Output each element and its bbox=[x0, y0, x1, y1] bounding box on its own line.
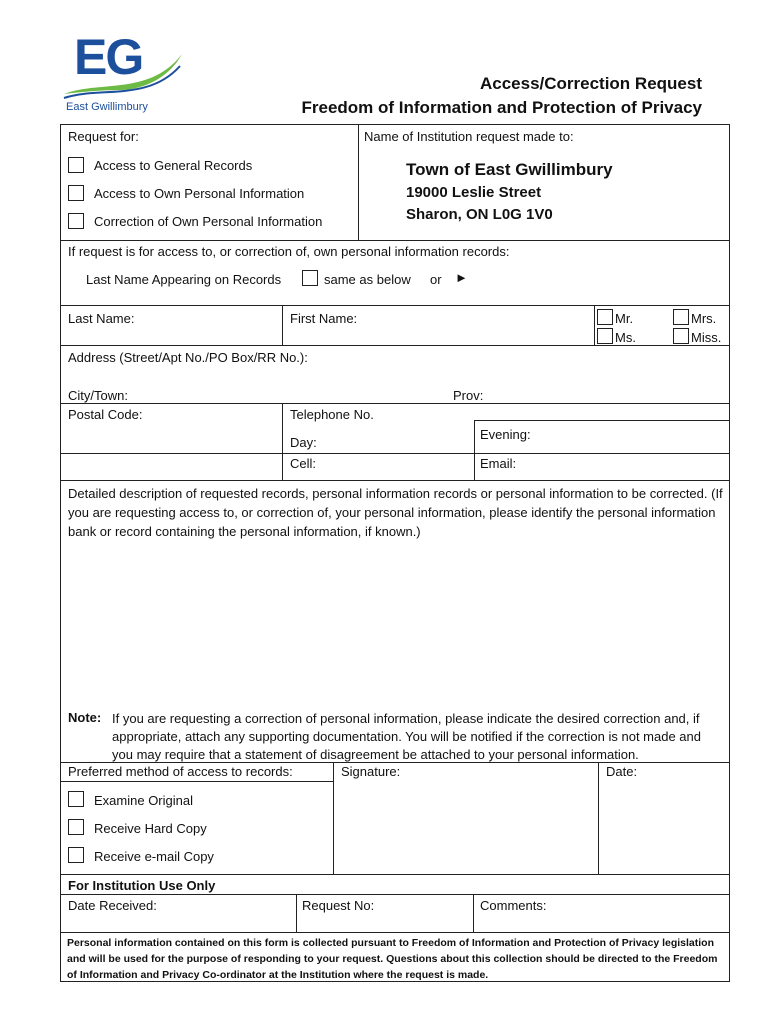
cell-label: Cell: bbox=[290, 456, 317, 471]
title-mr-checkbox[interactable] bbox=[597, 309, 613, 325]
same-as-below-checkbox[interactable] bbox=[302, 270, 318, 286]
examine-original-label: Examine Original bbox=[94, 793, 193, 808]
telephone-label: Telephone No. bbox=[290, 407, 374, 422]
last-name-label: Last Name: bbox=[68, 311, 135, 326]
access-method-label: Preferred method of access to records: bbox=[68, 764, 293, 779]
logo-town-name: East Gwillimbury bbox=[66, 101, 148, 113]
description-text: Detailed description of requested records, personal information records or personal information to be corrected. (If you are requesting access to, or correction of, your personal information, please identify the personal information bank or record containing the personal information, if known.) bbox=[68, 486, 723, 539]
first-name-label: First Name: bbox=[290, 311, 358, 326]
request-for-label: Request for: bbox=[68, 129, 139, 144]
title-mrs-label: Mrs. bbox=[691, 311, 717, 326]
note-text: If you are requesting a correction of personal information, please indicate the desired correction and, if appropriate, attach any supporting documentation. You will be notified if the correction is not made and you may require that a statement of disagreement be attached to your personal information. bbox=[112, 711, 701, 762]
email-label: Email: bbox=[480, 456, 517, 471]
or-label: or bbox=[430, 272, 442, 287]
institution-street: 19000 Leslie Street bbox=[406, 184, 542, 201]
access-own-label: Access to Own Personal Information bbox=[94, 186, 305, 201]
records-intro: If request is for access to, or correction of, own personal information records: bbox=[68, 244, 510, 259]
date-received-label: Date Received: bbox=[68, 898, 157, 913]
title-miss-label: Miss. bbox=[691, 330, 722, 345]
institution-city: Sharon, ON L0G 1V0 bbox=[406, 206, 553, 223]
institution-label: Name of Institution request made to: bbox=[364, 129, 574, 144]
title-line-1: Access/Correction Request bbox=[479, 74, 702, 93]
title-line-2: Freedom of Information and Protection of Privacy bbox=[301, 98, 702, 117]
institution-use-heading: For Institution Use Only bbox=[68, 878, 216, 893]
access-general-label: Access to General Records bbox=[94, 158, 253, 173]
correction-own-label: Correction of Own Personal Information bbox=[94, 214, 323, 229]
examine-original-checkbox[interactable] bbox=[68, 791, 84, 807]
signature-label: Signature: bbox=[341, 764, 401, 779]
postal-code-label: Postal Code: bbox=[68, 407, 143, 422]
hard-copy-checkbox[interactable] bbox=[68, 819, 84, 835]
title-ms-label: Ms. bbox=[615, 330, 636, 345]
city-label: City/Town: bbox=[68, 388, 128, 403]
request-no-label: Request No: bbox=[302, 898, 375, 913]
access-own-checkbox[interactable] bbox=[68, 185, 84, 201]
date-label: Date: bbox=[606, 764, 638, 779]
title-ms-checkbox[interactable] bbox=[597, 328, 613, 344]
arrow-right-icon: ► bbox=[455, 270, 468, 285]
access-general-checkbox[interactable] bbox=[68, 157, 84, 173]
title-mr-label: Mr. bbox=[615, 311, 634, 326]
day-label: Day: bbox=[290, 435, 317, 450]
title-mrs-checkbox[interactable] bbox=[673, 309, 689, 325]
comments-label: Comments: bbox=[480, 898, 547, 913]
logo bbox=[60, 29, 185, 120]
email-copy-label: Receive e-mail Copy bbox=[94, 849, 214, 864]
same-as-below-label: same as below bbox=[324, 272, 411, 287]
title-miss-checkbox[interactable] bbox=[673, 328, 689, 344]
address-label: Address (Street/Apt No./PO Box/RR No.): bbox=[68, 350, 308, 365]
privacy-notice: Personal information contained on this form is collected pursuant to Freedom of Information and Protection of Privacy legislation and will be used for the purpose of responding to your request. Questions about this collection should be directed to the Freedom of Information and Privacy Co-ordinator at the Institution where the request is made. bbox=[67, 937, 718, 981]
institution-name: Town of East Gwillimbury bbox=[406, 160, 613, 179]
description-area[interactable] bbox=[62, 545, 728, 705]
evening-label: Evening: bbox=[480, 427, 531, 442]
prov-label: Prov: bbox=[453, 388, 484, 403]
records-last-name-label: Last Name Appearing on Records bbox=[86, 272, 282, 287]
hard-copy-label: Receive Hard Copy bbox=[94, 821, 207, 836]
logo-letters: EG bbox=[74, 29, 143, 85]
correction-own-checkbox[interactable] bbox=[68, 213, 84, 229]
page-title bbox=[280, 72, 702, 120]
note-label: Note: bbox=[68, 710, 102, 725]
email-copy-checkbox[interactable] bbox=[68, 847, 84, 863]
